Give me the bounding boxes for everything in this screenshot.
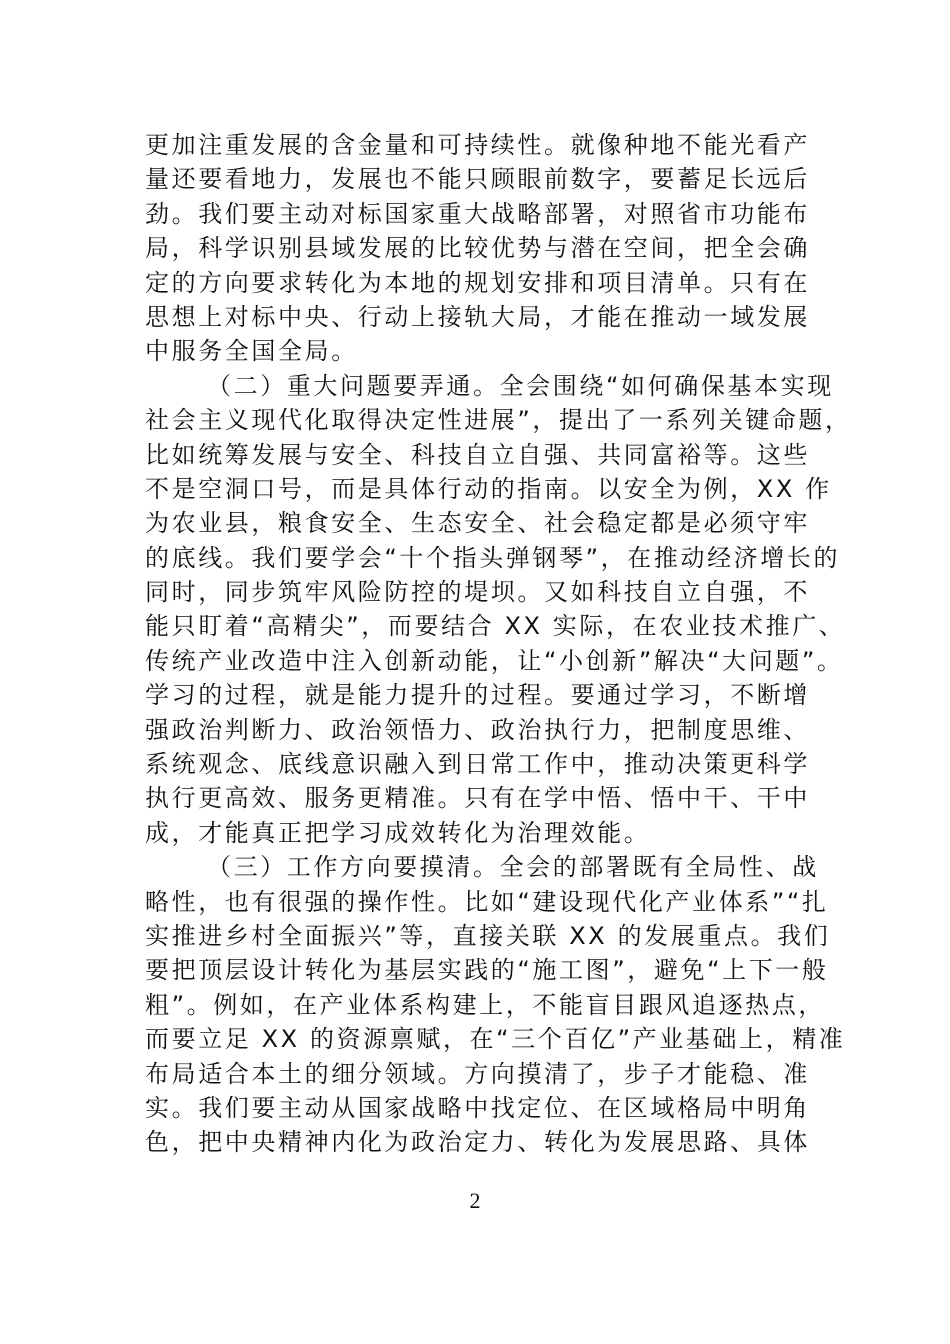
text-line: 定的方向要求转化为本地的规划安排和项目清单。只有在 [145, 268, 810, 297]
body-text [145, 128, 852, 1160]
text-line: 实推进乡村全面振兴”等，直接关联 XX 的发展重点。我们 [145, 921, 831, 950]
text-line: 布局适合本土的细分领域。方向摸清了，步子才能稳、准 [145, 1059, 810, 1088]
text-line: 系统观念、底线意识融入到日常工作中，推动决策更科学 [145, 750, 810, 779]
text-line: 中服务全国全局。 [145, 337, 358, 366]
text-line: 色，把中央精神内化为政治定力、转化为发展思路、具体 [145, 1128, 810, 1157]
text-line: 的底线。我们要学会“十个指头弹钢琴”，在推动经济增长的 [145, 543, 841, 572]
text-line: 执行更高效、服务更精准。只有在学中悟、悟中干、干中 [145, 784, 810, 813]
text-line: 为农业县，粮食安全、生态安全、社会稳定都是必须守牢 [145, 509, 810, 538]
paragraph-heading-line: （三）工作方向要摸清。全会的部署既有全局性、战 [207, 853, 819, 882]
text-line: 实。我们要主动从国家战略中找定位、在区域格局中明角 [145, 1093, 810, 1122]
text-line: 更加注重发展的含金量和可持续性。就像种地不能光看产 [145, 131, 810, 159]
text-line: 而要立足 XX 的资源禀赋，在“三个百亿”产业基础上，精准 [145, 1025, 846, 1054]
text-line: 学习的过程，就是能力提升的过程。要通过学习，不断增 [145, 681, 810, 710]
text-line: 粗”。例如，在产业体系构建上，不能盲目跟风追逐热点， [145, 990, 826, 1019]
paragraph-heading-line: （二）重大问题要弄通。全会围绕“如何确保基本实现 [207, 371, 834, 400]
text-line: 局，科学识别县域发展的比较优势与潜在空间，把全会确 [145, 234, 810, 263]
text-line: 劲。我们要主动对标国家重大战略部署，对照省市功能布 [145, 199, 810, 228]
text-line: 略性，也有很强的操作性。比如“建设现代化产业体系”“扎 [145, 887, 829, 916]
text-line: 不是空洞口号，而是具体行动的指南。以安全为例，XX 作 [145, 474, 832, 503]
text-line: 能只盯着“高精尖”，而要结合 XX 实际，在农业技术推广、 [145, 612, 846, 641]
text-line: 社会主义现代化取得决定性进展”，提出了一系列关键命题， [145, 406, 852, 435]
text-line: 成，才能真正把学习成效转化为治理效能。 [145, 818, 651, 847]
text-line: 强政治判断力、政治领悟力、政治执行力，把制度思维、 [145, 715, 810, 744]
text-line: 比如统筹发展与安全、科技自立自强、共同富裕等。这些 [145, 440, 810, 469]
text-line: 要把顶层设计转化为基层实践的“施工图”，避免“上下一般 [145, 956, 829, 985]
page-number: 2 [469, 1188, 481, 1213]
text-line: 思想上对标中央、行动上接轨大局，才能在推动一域发展 [145, 302, 810, 331]
text-line: 传统产业改造中注入创新动能，让“小创新”解决“大问题”。 [145, 646, 844, 675]
text-line: 量还要看地力，发展也不能只顾眼前数字，要蓄足长远后 [145, 165, 810, 194]
text-line: 同时，同步筑牢风险防控的堤坝。又如科技自立自强，不 [145, 578, 810, 607]
